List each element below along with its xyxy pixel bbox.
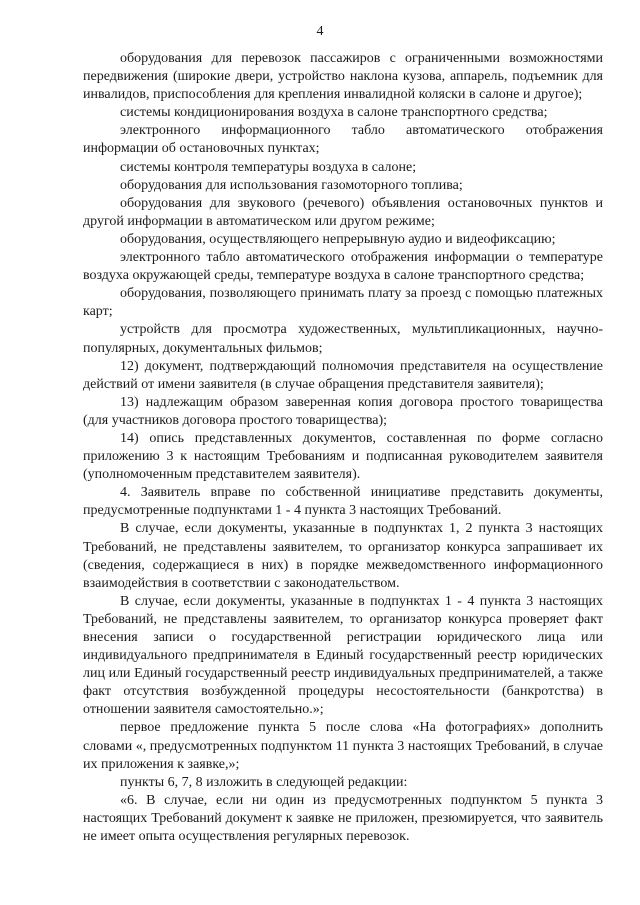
paragraph-equipment-limited-mobility: оборудования для перевозок пассажиров с ограниченными возможностями передвижения (широкие двери, устройство наклона кузова, аппарель, подъемник для инвалидов, приспособления для крепления инвалидной коляски в салоне и другое); [83, 51, 603, 103]
paragraph-item-13: 13) надлежащим образом заверенная копия договора простого товарищества (для участников договора простого товарищества); [83, 394, 603, 428]
paragraph-point-6: «6. В случае, если ни один из предусмотренных подпунктом 5 пункта 3 настоящих Требований документ к заявке не приложен, презюмируется, что заявитель не имеет опыта осуществления регулярных перевозок. [83, 792, 603, 845]
paragraph-air-conditioning: системы кондиционирования воздуха в салоне транспортного средства; [120, 105, 548, 121]
paragraph-case-items-1-4: В случае, если документы, указанные в подпунктах 1 - 4 пункта 3 настоящих Требований, не представлены заявителем, то организатор конкурса проверяет факт внесения записи о государственной регистрации юридического лица или индивидуального предпринимателя в Единый государственный реестр юридических лиц или Единый государственный реестр индивидуальных предпринимателей, а также факт отсутствия возбужденной процедуры несостоятельности (банкротства) в отношении заявителя самостоятельно.»; [83, 593, 603, 718]
paragraph-info-display: электронного информационного табло автоматического отображения информации об остановочных пунктах; [83, 123, 603, 157]
page-number: 4 [316, 24, 324, 39]
paragraph-gas-fuel: оборудования для использования газомоторного топлива; [120, 177, 463, 193]
paragraph-card-payment: оборудования, позволяющего принимать плату за проезд с помощью платежных карт; [83, 286, 603, 320]
paragraph-point-5-amendment: первое предложение пункта 5 после слова «На фотографиях» дополнить словами «, предусмотренных подпунктом 11 пункта 3 настоящих Требований, в случае их приложения к заявке,»; [83, 720, 603, 772]
paragraph-points-6-7-8: пункты 6, 7, 8 изложить в следующей редакции: [120, 774, 408, 790]
paragraph-temperature-display: электронного табло автоматического отображения информации о температуре воздуха окружающей среды, температуре воздуха в салоне транспортного средства; [83, 250, 603, 284]
paragraph-item-14: 14) опись представленных документов, составленная по форме согласно приложению 3 к настоящим Требованиям и подписанная руководителем заявителя (уполномоченным представителем заявителя). [83, 430, 603, 483]
paragraph-voice-announcement: оборудования для звукового (речевого) объявления остановочных пунктов и другой информации в автоматическом или другом режиме; [83, 195, 603, 229]
paragraph-point-4: 4. Заявитель вправе по собственной инициативе представить документы, предусмотренные подпунктами 1 - 4 пункта 3 настоящих Требований. [83, 485, 603, 519]
document-body [83, 50, 603, 846]
paragraph-video-recording: оборудования, осуществляющего непрерывную аудио и видеофиксацию; [120, 231, 556, 247]
paragraph-item-12: 12) документ, подтверждающий полномочия представителя на осуществление действий от имени заявителя (в случае обращения представителя заявителя); [83, 358, 603, 392]
paragraph-film-devices: устройств для просмотра художественных, мультипликационных, научно-популярных, документальных фильмов; [83, 322, 603, 356]
paragraph-temperature-control: системы контроля температуры воздуха в салоне; [120, 159, 417, 175]
paragraph-case-items-1-2: В случае, если документы, указанные в подпунктах 1, 2 пункта 3 настоящих Требований, не представлены заявителем, то организатор конкурса запрашивает их (сведения, содержащиеся в них) в порядке межведомственного информационного взаимодействия в соответствии с законодательством. [83, 521, 603, 591]
